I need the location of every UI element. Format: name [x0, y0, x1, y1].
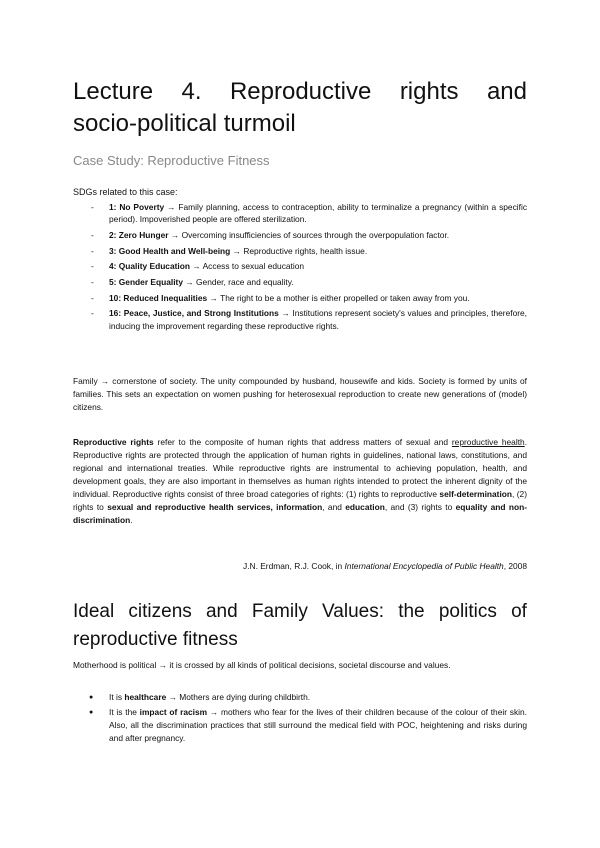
- citation-year: , 2008: [503, 561, 527, 571]
- sdg-label: 16: Peace, Justice, and Strong Institutions: [109, 308, 279, 319]
- bullet-item: [73, 706, 527, 745]
- section-heading-line-2: reproductive fitness: [73, 629, 238, 650]
- bullet-pre: It is the: [109, 707, 140, 717]
- bullet-text: → mothers who fear for the lives of their children because of the colour of their skin. Also, all the discrimination practices that still surround the medical field with POC, heightening and risks during and after pregnancy.: [109, 707, 527, 743]
- section-heading-line-1: [73, 598, 527, 626]
- title-line-1: [73, 76, 527, 108]
- arrow: →: [209, 292, 218, 303]
- sdg-heading: SDGs related to this case:: [73, 187, 178, 197]
- reproductive-rights-paragraph: [73, 436, 527, 527]
- title-word: rights: [399, 78, 459, 105]
- bullet-pre: It is: [109, 692, 125, 702]
- citation-source: International Encyclopedia of Public Health: [344, 561, 504, 571]
- sdg-item: [73, 307, 527, 331]
- rr-bold: self-determination: [439, 489, 513, 499]
- family-paragraph: Family → cornerstone of society. The unity compounded by husband, housewife and kids. Society is formed by units of families. This sets an expectation on women pushing for heterosexual reproduction to create new generations of (model) citizens.: [73, 376, 527, 412]
- title-word: and: [486, 78, 527, 105]
- bullet-item: [73, 691, 527, 704]
- sdg-label: 5: Gender Equality: [109, 277, 183, 288]
- rr-text: refer to the composite of human rights that address matters of sexual and: [153, 437, 452, 447]
- sdg-text: Gender, race and equality.: [196, 277, 294, 288]
- heading-word: citizens: [128, 601, 192, 622]
- sdg-label: 3: Good Health and Well-being: [109, 245, 231, 256]
- sdg-text: The right to be a mother is either propelled or taken away from you.: [220, 292, 470, 303]
- arrow: →: [167, 202, 176, 212]
- heading-word: Ideal: [73, 601, 115, 622]
- sdg-text: Institutions represent society's values and principles, therefore, inducing the improvement regarding these reproductive rights.: [109, 308, 528, 331]
- bullet-bold: impact of racism: [139, 707, 208, 717]
- sdg-item: [73, 276, 527, 288]
- heading-word: Values:: [322, 601, 384, 622]
- sdg-text: Overcoming insufficiencies of sources through the overpopulation factor.: [181, 229, 450, 240]
- heading-word: and: [205, 601, 238, 622]
- sdg-label: 4: Quality Education: [109, 261, 190, 272]
- arrow: →: [170, 229, 180, 240]
- arrow: →: [281, 308, 290, 319]
- rr-health-link: reproductive health: [451, 437, 525, 447]
- sdg-label: 2: Zero Hunger: [109, 229, 169, 240]
- sdg-item: [73, 229, 527, 241]
- sdg-item: [73, 201, 527, 225]
- section-heading: [73, 598, 527, 654]
- citation-authors: J.N. Erdman, R.J. Cook, in: [243, 561, 345, 571]
- sdg-text: Access to sexual education: [202, 261, 305, 272]
- sdg-item: [73, 245, 527, 257]
- arrow: →: [232, 245, 241, 256]
- sdg-text: Family planning, access to contraception, ability to terminalize a pregnancy (within a specific period). Impoverished people are offered sterilization.: [109, 202, 528, 225]
- rr-bold: equality and non-discrimination: [73, 502, 527, 525]
- sdg-label: 10: Reduced Inequalities: [109, 292, 208, 303]
- title-word: Reproductive: [229, 78, 372, 105]
- sdg-item: [73, 292, 527, 304]
- sdg-list: [73, 201, 527, 335]
- citation: [243, 561, 527, 571]
- title-word: 4.: [181, 78, 202, 105]
- heading-word: the: [398, 601, 425, 622]
- arrow: →: [185, 277, 194, 288]
- sdg-item: [73, 260, 527, 272]
- rr-text: , and (3) rights to: [384, 502, 456, 512]
- arrow: →: [192, 261, 201, 272]
- heading-word: of: [511, 601, 527, 622]
- rr-bold: sexual and reproductive health services, information: [107, 502, 323, 512]
- title-word: Lecture: [73, 78, 154, 105]
- sdg-text: Reproductive rights, health issue.: [243, 245, 368, 256]
- bullet-bold: healthcare: [124, 692, 167, 702]
- rr-text: . Reproductive rights are protected through the application of human rights in guidelines, national laws, constitutions, and regional and international treaties. While reproductive rights are instrumental to achieving population, health, and development goals, they are also important in themselves as human rights intended to protect the inherent dignity of the individual. Reproductive rights consist of three broad categories of rights: (1) rights to reproductive: [73, 437, 528, 499]
- motherhood-paragraph: Motherhood is political → it is crossed by all kinds of political decisions, societal discourse and values.: [73, 660, 451, 670]
- case-study-subtitle: Case Study: Reproductive Fitness: [73, 153, 270, 168]
- rr-text: , and: [322, 502, 346, 512]
- sdg-label: 1: No Poverty: [109, 202, 165, 212]
- rr-text: .: [130, 515, 133, 525]
- rr-term: Reproductive rights: [73, 437, 154, 447]
- rr-text: , (2) rights to: [73, 489, 527, 512]
- heading-word: Family: [251, 601, 308, 622]
- rr-bold: education: [345, 502, 385, 512]
- bullet-text: → Mothers are dying during childbirth.: [166, 692, 311, 702]
- motherhood-bullets: [73, 691, 527, 747]
- title-line-2: socio-political turmoil: [73, 110, 296, 137]
- heading-word: politics: [438, 601, 497, 622]
- lecture-title: [73, 76, 527, 140]
